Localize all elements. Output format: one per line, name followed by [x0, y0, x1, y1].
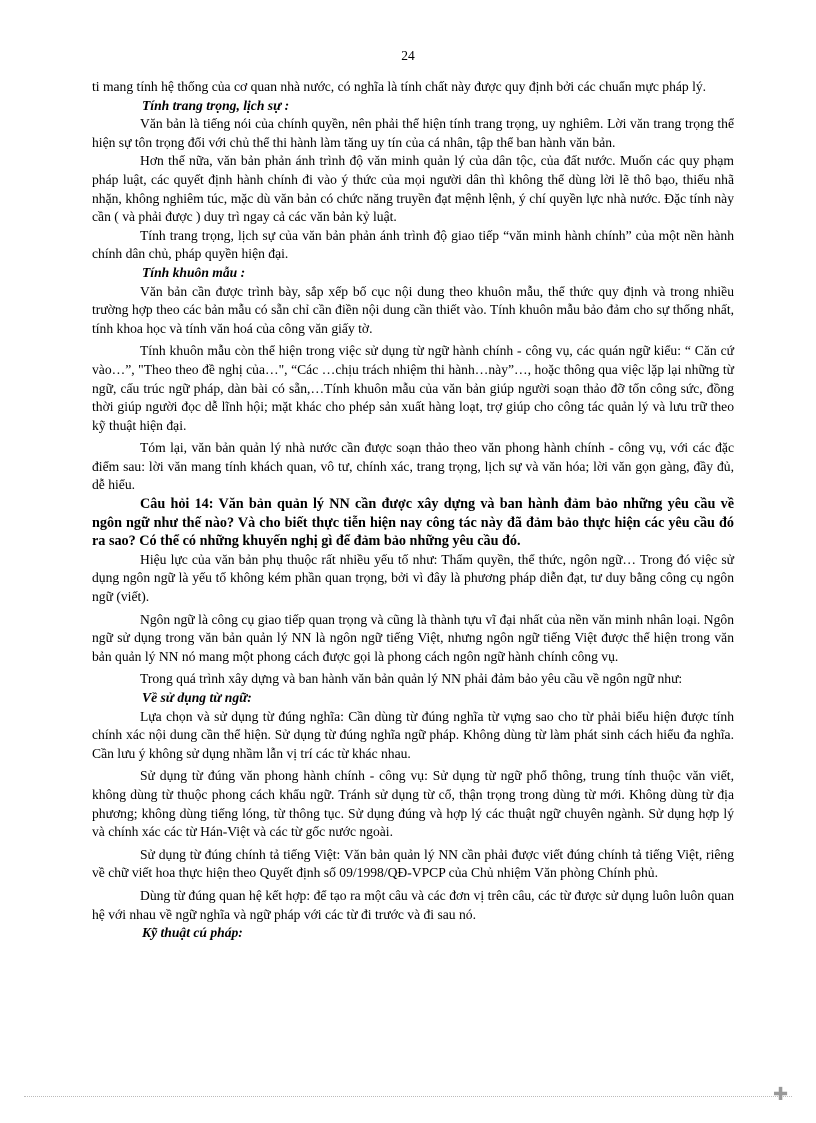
crosshair-icon: ✚ [773, 1084, 789, 1104]
paragraph: Hơn thế nữa, văn bản phản ánh trình độ văn minh quản lý của dân tộc, của đất nước. Muốn các quy phạm pháp luật, các quyết định hành chính đi vào ý thức của mọi người dân thì không thể dùng lời lẽ thô bạo, thiếu nhã nhặn, không nghiêm túc, mặc dù văn bản có chức năng truyền đạt mệnh lệnh, ý chí quyền lực nhà nước. Đặc tính này cần ( và phải được ) duy trì ngay cả các văn bản kỷ luật. [92, 153, 734, 225]
section-heading: Tính trang trọng, lịch sự : [142, 97, 290, 113]
section-heading: Về sử dụng từ ngữ: [142, 690, 252, 705]
page-number: 24 [401, 48, 415, 63]
section-heading: Tính khuôn mẫu : [142, 264, 246, 280]
section-heading: Kỹ thuật cú pháp: [142, 925, 243, 941]
paragraph: Trong quá trình xây dựng và ban hành văn bản quản lý NN phải đảm bảo yêu cầu về ngôn ngữ như: [140, 671, 683, 687]
paragraph: Ngôn ngữ là công cụ giao tiếp quan trọng và cũng là thành tựu vĩ đại nhất của nền văn minh nhân loại. Ngôn ngữ sử dụng trong văn bản quản lý NN là ngôn ngữ tiếng Việt, nhưng ngôn ngữ tiếng Việt được thể hiện trong văn bản quản lý NN nó mang một phong cách được gọi là phong cách ngôn ngữ hành chính công vụ. [92, 611, 734, 664]
paragraph: ti mang tính hệ thống của cơ quan nhà nước, có nghĩa là tính chất này được quy định bởi các chuẩn mực pháp lý. [92, 79, 707, 94]
question-heading: Câu hỏi 14: Văn bản quản lý NN cần được xây dựng và ban hành đảm bảo những yêu cầu về ngôn ngữ như thế nào? Và cho biết thực tiễn hiện nay công tác này đã đảm bảo thực hiện các yêu cầu đó ra sao? Có thể có những khuyến nghị gì để đảm bảo những yêu cầu đó. [92, 496, 734, 550]
paragraph: Hiệu lực của văn bản phụ thuộc rất nhiều yếu tố như: Thẩm quyền, thể thức, ngôn ngữ… Trong đó việc sử dụng ngôn ngữ là yếu tố không kém phần quan trọng, bởi vì đây là phương pháp diễn đạt, tư duy bằng công cụ ngôn ngữ (viết). [92, 551, 734, 605]
paragraph: Sử dụng từ đúng văn phong hành chính - công vụ: Sử dụng từ ngữ phổ thông, trung tính thuộc văn viết, không dùng từ thuộc phong cách khẩu ngữ. Tránh sử dụng từ cổ, thận trọng trong dùng từ mới. Không dùng từ địa phương; không dùng tiếng lóng, từ thông tục. Sử dụng đúng và hợp lý các thuật ngữ chuyên ngành. Sử dụng hợp lý và chính xác các từ Hán-Việt và các từ gốc nước ngoài. [92, 768, 734, 840]
document-body [92, 78, 734, 943]
paragraph: Tóm lại, văn bản quản lý nhà nước cần được soạn thảo theo văn phong hành chính - công vụ, với các đặc điểm sau: lời văn mang tính khách quan, vô tư, chính xác, trang trọng, lịch sự và văn hóa; lời văn gọn gàng, đầy đủ, dễ hiểu. [92, 440, 734, 493]
paragraph: Dùng từ đúng quan hệ kết hợp: để tạo ra một câu và các đơn vị trên câu, các từ được sử dụng luôn luôn quan hệ với nhau về ngữ nghĩa và ngữ pháp với các từ đi trước và đi sau nó. [92, 887, 734, 922]
paragraph: Lựa chọn và sử dụng từ đúng nghĩa: Cần dùng từ đúng nghĩa từ vựng sao cho từ phải biểu hiện được tính chính xác nội dung cần thể hiện. Sử dụng từ đúng nghĩa ngữ pháp. Không dùng từ làm phát sinh cách hiểu đa nghĩa. Cần lưu ý không sử dụng nhầm lẫn vị trí các từ khác nhau. [92, 708, 734, 761]
paragraph: Văn bản là tiếng nói của chính quyền, nên phải thể hiện tính trang trọng, uy nghiêm. Lời văn trang trọng thể hiện sự tôn trọng đối với chủ thể thi hành làm tăng uy tín của cá nhân, tập thể ban hành văn bản. [92, 116, 734, 150]
paragraph: Tính khuôn mẫu còn thể hiện trong việc sử dụng từ ngữ hành chính - công vụ, các quán ngữ kiểu: “ Căn cứ vào…”, "Theo theo đề nghị của…", “Các …chịu trách nhiệm thi hành…này”…, hoặc thông qua việc lặp lại những từ ngữ, cấu trúc ngữ pháp, dàn bài có sẵn,…Tính khuôn mẫu của văn bản giúp người soạn thảo đỡ tốn công sức, đồng thời giúp người đọc dễ lĩnh hội; mặt khác cho phép sản xuất hàng loạt, trợ giúp cho công tác quản lý và lưu trữ theo kỹ thuật hiện đại. [92, 343, 734, 433]
paragraph: Văn bản cần được trình bày, sắp xếp bố cục nội dung theo khuôn mẫu, thể thức quy định và trong nhiều trường hợp theo các bản mẫu có sẵn chỉ cần điền nội dung cần thiết vào. Tính khuôn mẫu bảo đảm cho sự thống nhất, tính khoa học và tính văn hoá của công văn giấy tờ. [92, 283, 734, 336]
paragraph: Sử dụng từ đúng chính tả tiếng Việt: Văn bản quản lý NN cần phải được viết đúng chính tả tiếng Việt, riêng về chữ viết hoa thực hiện theo Quyết định số 09/1998/QĐ-VPCP của Chủ nhiệm Văn phòng Chính phủ. [92, 846, 734, 881]
paragraph: Tính trang trọng, lịch sự của văn bản phản ánh trình độ giao tiếp “văn minh hành chính” của một nền hành chính dân chủ, pháp quyền hiện đại. [92, 227, 734, 262]
page-border [24, 1096, 792, 1097]
